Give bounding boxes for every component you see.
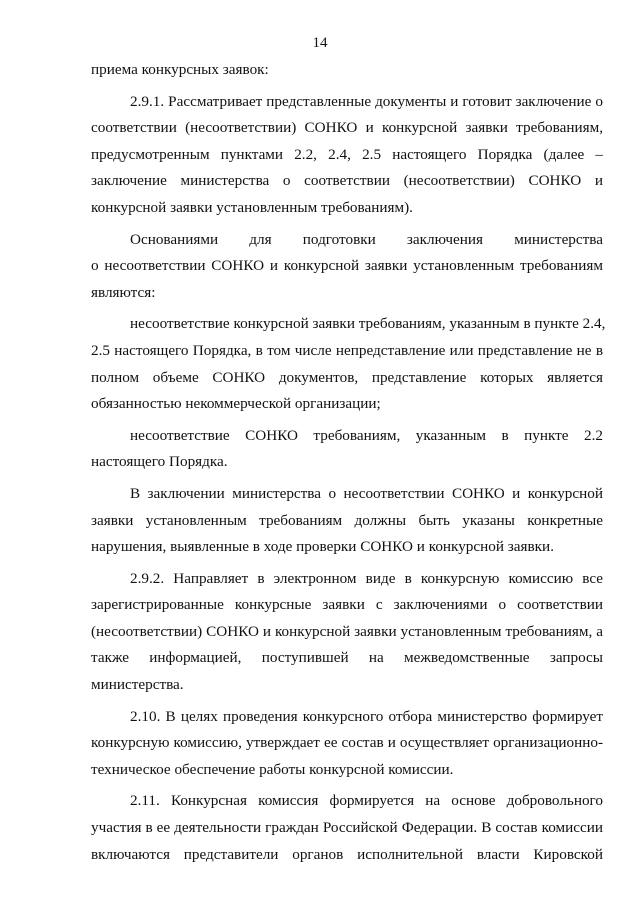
text-line: заявки установленным требованиям должны быть указаны конкретные [91, 511, 603, 529]
paragraph [91, 57, 603, 84]
document-body [91, 57, 606, 868]
text-line: 2.5 настоящего Порядка, в том числе непредставление или представление не в [91, 341, 603, 359]
text-line: участия в ее деятельности граждан Российской Федерации. В состав комиссии [91, 819, 603, 837]
text-line: зарегистрированные конкурсные заявки с заключениями о соответствии [91, 596, 603, 614]
text-line: В заключении министерства о несоответствии СОНКО и конкурсной [130, 484, 603, 502]
text-line: несоответствие СОНКО требованиям, указанным в пункте 2.2 [130, 426, 603, 444]
text-line: предусмотренным пунктами 2.2, 2.4, 2.5 настоящего Порядка (далее – [91, 145, 603, 163]
text-line: Основаниями для подготовки заключения министерства [130, 230, 603, 248]
text-line: конкурсной заявки установленным требованиям). [91, 198, 413, 216]
paragraph [91, 788, 603, 868]
text-line: 2.10. В целях проведения конкурсного отбора министерство формирует [130, 707, 603, 725]
paragraph [91, 704, 603, 784]
paragraph [91, 311, 606, 417]
paragraph [91, 566, 603, 699]
text-line: приема конкурсных заявок: [91, 61, 269, 78]
paragraph [91, 227, 603, 307]
text-line: министерства. [91, 676, 184, 694]
text-line: (несоответствии) СОНКО и конкурсной заявки установленным требованиям, а [91, 622, 603, 640]
text-line: о несоответствии СОНКО и конкурсной заявки установленным требованиям [91, 257, 603, 275]
text-line: обязанностью некоммерческой организации; [91, 395, 381, 413]
text-line: конкурсную комиссию, утверждает ее состав и осуществляет организационно- [91, 734, 603, 752]
paragraph [91, 89, 603, 222]
text-line: 2.9.1. Рассматривает представленные документы и готовит заключение о [130, 92, 603, 110]
text-line: несоответствие конкурсной заявки требованиям, указанным в пункте 2.4, [130, 315, 606, 333]
text-line: нарушения, выявленные в ходе проверки СОНКО и конкурсной заявки. [91, 538, 554, 556]
text-line: настоящего Порядка. [91, 453, 228, 471]
text-line: также информацией, поступившей на межведомственные запросы [91, 649, 603, 667]
page-number: 14 [312, 35, 328, 51]
text-line: полном объеме СОНКО документов, представление которых является [91, 368, 603, 386]
paragraph [91, 481, 603, 561]
text-line: заключение министерства о соответствии (несоответствии) СОНКО и [91, 172, 603, 190]
text-line: техническое обеспечение работы конкурсной комиссии. [91, 760, 454, 778]
text-line: включаются представители органов исполнительной власти Кировской [91, 845, 603, 863]
text-line: 2.9.2. Направляет в электронном виде в конкурсную комиссию все [130, 569, 603, 587]
text-line: 2.11. Конкурсная комиссия формируется на основе добровольного [130, 792, 603, 810]
text-line: являются: [91, 283, 156, 301]
text-line: соответствии (несоответствии) СОНКО и конкурсной заявки требованиям, [91, 119, 603, 137]
paragraph [91, 423, 603, 476]
